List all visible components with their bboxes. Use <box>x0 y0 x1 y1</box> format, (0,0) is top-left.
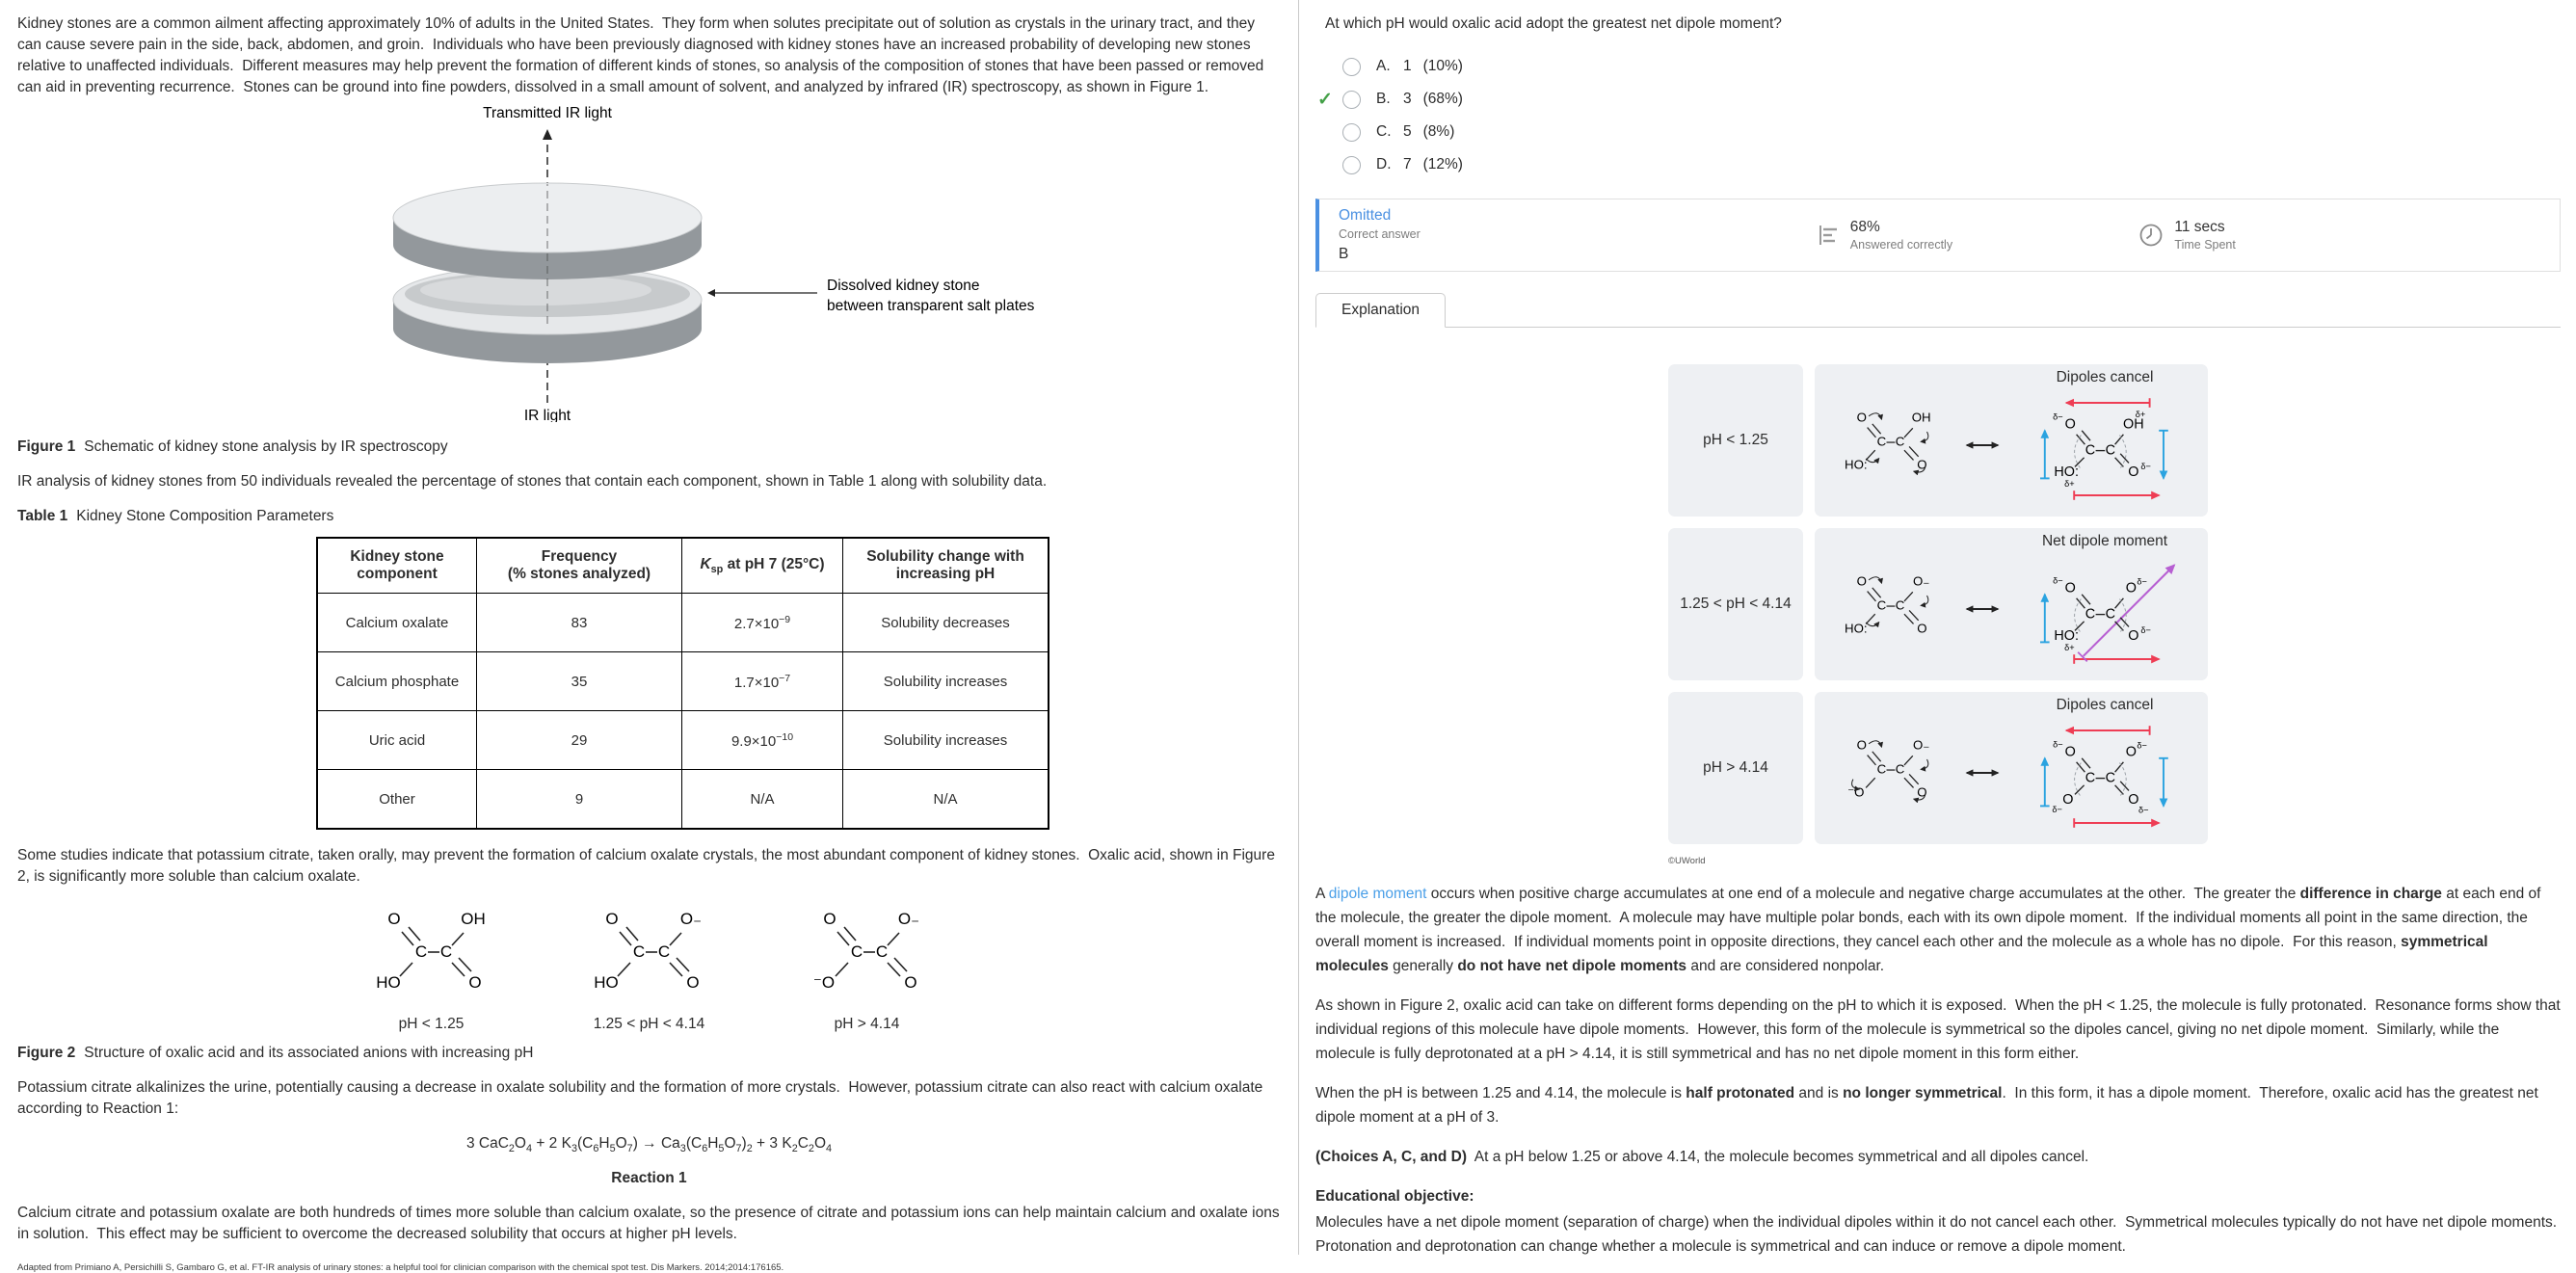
svg-text:C: C <box>2105 770 2116 786</box>
choice-value: 3 <box>1403 91 1412 107</box>
svg-text:δ+: δ+ <box>2135 410 2146 420</box>
svg-text:C: C <box>1895 434 1905 449</box>
table1 <box>316 537 1049 830</box>
resonance-structure-left <box>1820 563 1955 655</box>
copyright-label: ©UWorld <box>1668 856 1706 866</box>
figure2-diagram <box>17 895 1281 1033</box>
svg-text:O: O <box>2125 744 2138 760</box>
clock-icon <box>2138 222 2164 249</box>
svg-text:δ+: δ+ <box>2064 479 2075 490</box>
radio-button[interactable] <box>1342 123 1361 142</box>
figure1-svg <box>143 102 1058 422</box>
svg-text:C: C <box>1876 761 1887 777</box>
table-row <box>317 711 1049 770</box>
figure-row-ph-mid <box>1668 528 2208 680</box>
svg-text:C: C <box>1895 761 1905 777</box>
status-badge: Omitted <box>1339 207 1392 224</box>
answer-choices <box>1317 50 2561 181</box>
table1-caption-tag: Table 1 <box>17 508 68 524</box>
figure1-caption <box>17 437 1281 458</box>
answered-correctly-label: Answered correctly <box>1849 238 1953 252</box>
svg-text:δ−: δ− <box>2053 575 2063 586</box>
svg-text:O₋: O₋ <box>1912 573 1930 589</box>
table-cell: Solubility increases <box>843 711 1049 770</box>
svg-text:OH: OH <box>1911 410 1931 425</box>
citation: Adapted from Primiano A, Persichilli S, Gambaro G, et al. FT-IR analysis of urinary stones: a helpful tool for clinician comparison with the chemical spot test. Dis Markers. 2014;2014:176165. <box>17 1262 784 1273</box>
choice-percentage: (68%) <box>1422 91 1463 107</box>
choice-letter: B. <box>1376 91 1391 107</box>
figure2-caption-text: Structure of oxalic acid and its associated anions with increasing pH <box>84 1045 534 1061</box>
choice-value: 1 <box>1403 58 1412 74</box>
explanation-paragraph-3: When the pH is between 1.25 and 4.14, the molecule is half protonated and is no longer symmetrical. In this form, it has a dipole moment. Therefore, oxalic acid has the greatest net dipole moment at a pH of 3. <box>1315 1085 2543 1126</box>
passage-paragraph-3: Some studies indicate that potassium citrate, taken orally, may prevent the formation of calcium oxalate crystals, the most abundant component of kidney stones. Oxalic acid, shown in Figure 2, is significantly more soluble than calcium oxalate. <box>17 847 1280 885</box>
figure1-caption-tag: Figure 1 <box>17 438 76 455</box>
svg-text:O₋: O₋ <box>679 910 702 928</box>
svg-text:C: C <box>1876 597 1887 613</box>
choice-letter: A. <box>1376 58 1391 74</box>
table1-header-frequency: Frequency (% stones analyzed) <box>477 538 682 594</box>
svg-text:O: O <box>2128 628 2139 644</box>
svg-text:O: O <box>386 910 401 928</box>
svg-text:δ−: δ− <box>2137 576 2147 587</box>
table-cell: Solubility decreases <box>843 594 1049 652</box>
question-text: At which pH would oxalic acid adopt the greatest net dipole moment? <box>1325 15 1782 32</box>
table-cell: N/A <box>843 770 1049 830</box>
ph-range-label: pH > 4.14 <box>1668 692 1803 844</box>
correct-answer-label: Correct answer <box>1339 227 1421 241</box>
check-icon: ✓ <box>1317 89 1333 110</box>
table-row <box>317 770 1049 830</box>
svg-text:OH: OH <box>2123 416 2144 433</box>
svg-text:O: O <box>2062 792 2074 808</box>
dipole-structure-right <box>2009 550 2202 668</box>
svg-text:HO:: HO: <box>1845 457 1868 472</box>
svg-text:C: C <box>875 942 888 961</box>
radio-button[interactable] <box>1342 91 1361 109</box>
choice-a[interactable] <box>1317 50 2561 83</box>
ph-range-label: pH > 4.14 <box>834 1016 900 1032</box>
oxalic-acid-structure <box>350 895 514 1033</box>
ph-range-label: 1.25 < pH < 4.14 <box>1668 528 1803 680</box>
ph-range-label: pH < 1.25 <box>398 1016 465 1032</box>
oxalate-structure <box>785 895 949 1033</box>
svg-text:δ−: δ− <box>2138 805 2149 815</box>
figure1-caption-text: Schematic of kidney stone analysis by IR spectroscopy <box>84 438 448 455</box>
svg-text:O: O <box>685 973 700 992</box>
question-panel <box>1300 0 2576 1255</box>
figure-row-ph-low <box>1668 364 2208 517</box>
passage-paragraph-5: Calcium citrate and potassium oxalate are both hundreds of times more soluble than calcium oxalate, so the presence of citrate and potassium ions can help maintain calcium and oxalate ions in solution. This effect may be sufficient to overcome the decreased solubility that occurs at higher pH levels. <box>17 1205 1284 1243</box>
radio-button[interactable] <box>1342 156 1361 174</box>
resonance-structure-left <box>1820 399 1955 491</box>
resonance-arrow-icon <box>1961 438 2004 452</box>
table-cell: $9.9\times 10^{-10}$ <box>682 711 843 770</box>
choice-b[interactable] <box>1317 83 2561 116</box>
svg-text:δ−: δ− <box>2053 739 2063 750</box>
dipole-structure-right <box>2009 714 2202 832</box>
explanation-figure <box>1668 364 2208 866</box>
ph-range-label: pH < 1.25 <box>1668 364 1803 517</box>
svg-text:O: O <box>604 910 619 928</box>
time-spent-block <box>2138 219 2560 252</box>
passage-paragraph-2: IR analysis of kidney stones from 50 individuals revealed the percentage of stones that contain each component, shown in Table 1 along with solubility data. <box>17 473 1048 490</box>
table-cell: 29 <box>477 711 682 770</box>
svg-text:HO: HO <box>593 973 619 992</box>
svg-text:HO:: HO: <box>1845 621 1868 636</box>
svg-text:O: O <box>2064 580 2076 597</box>
svg-text:δ−: δ− <box>2052 804 2062 814</box>
figure2-caption-tag: Figure 2 <box>17 1045 76 1061</box>
svg-text:δ−: δ− <box>2140 624 2151 635</box>
svg-text:C: C <box>632 942 645 961</box>
svg-text:O: O <box>1856 410 1867 425</box>
explanation-paragraph-1: A dipole moment occurs when positive charge accumulates at one end of a molecule and negative charge accumulates at the other. The greater the difference in charge at each end of the molecule, the greater the dipole moment. A molecule may have multiple polar bonds, each with its own dipole moment. If the individual moments all point in the same direction, the overall moment is increased. If individual moments point in opposite directions, they cancel each other and the molecule as a whole has no dipole. For this reason, symmetrical molecules generally do not have net dipole moments and are considered nonpolar. <box>1315 886 2545 974</box>
svg-text:HO: HO <box>375 973 401 992</box>
radio-button[interactable] <box>1342 58 1361 76</box>
time-spent-label: Time Spent <box>2174 238 2236 252</box>
table1-caption-text: Kidney Stone Composition Parameters <box>76 508 334 524</box>
bar-chart-icon <box>1816 223 1841 248</box>
choice-percentage: (10%) <box>1422 58 1463 74</box>
svg-text:O: O <box>2064 744 2076 760</box>
dipole-caption: Net dipole moment <box>2041 533 2168 549</box>
choice-percentage: (8%) <box>1422 123 1455 140</box>
svg-text:O: O <box>1917 457 1927 472</box>
svg-text:⁻O: ⁻O <box>812 973 835 992</box>
table-cell: Uric acid <box>317 711 477 770</box>
figure1-diagram <box>143 102 1281 427</box>
explanation-choices-note: (Choices A, C, and D) At a pH below 1.25 or above 4.14, the molecule becomes symmetrical and all dipoles cancel. <box>1315 1149 2089 1165</box>
resonance-arrow-icon <box>1961 766 2004 780</box>
tab-explanation[interactable]: Explanation <box>1315 293 1446 328</box>
result-status-block <box>1319 207 1816 263</box>
answered-correctly-pct: 68% <box>1849 219 1880 235</box>
educational-objective-heading: Educational objective: <box>1315 1188 1474 1205</box>
svg-text:HO:: HO: <box>2054 628 2079 644</box>
svg-text:O: O <box>1856 737 1867 753</box>
svg-text:δ−: δ− <box>2137 740 2147 751</box>
svg-text:O: O <box>2128 792 2139 808</box>
svg-text:OH: OH <box>460 910 486 928</box>
passage-paragraph-1: Kidney stones are a common ailment affecting approximately 10% of adults in the United States. They form when solutes precipitate out of solution as crystals in the urinary tract, and they can cause severe pain in the side, back, abdomen, and groin. Individuals who have been previously diagnosed with kidney stones have an increased probability of developing new stones relative to unaffected individuals. Different measures may help prevent the formation of different kinds of stones, so analysis of the composition of stones that have been passed or removed can aid in preventing recurrence. Stones can be ground into fine powders, dissolved in a small amount of solvent, and analyzed by infrared (IR) spectroscopy, as shown in Figure 1. <box>17 15 1268 95</box>
svg-text:C: C <box>2105 606 2116 623</box>
svg-text:O: O <box>2125 580 2138 597</box>
choice-c[interactable] <box>1317 116 2561 148</box>
figure1-sample-label-2: between transparent salt plates <box>827 298 1035 314</box>
ph-range-label: 1.25 < pH < 4.14 <box>593 1016 705 1032</box>
svg-text:C: C <box>657 942 670 961</box>
choice-letter: C. <box>1376 123 1392 140</box>
svg-text:δ+: δ+ <box>2064 643 2075 653</box>
svg-text:C: C <box>414 942 427 961</box>
table1-header-solubility: Solubility change with increasing pH <box>843 538 1049 594</box>
svg-text:C: C <box>2085 606 2096 623</box>
choice-letter: D. <box>1376 156 1392 172</box>
svg-text:C: C <box>2085 442 2096 459</box>
svg-text:O: O <box>1856 573 1867 589</box>
svg-text:C: C <box>439 942 452 961</box>
hydrogen-oxalate-structure <box>568 895 731 1033</box>
table-cell: 9 <box>477 770 682 830</box>
table-cell: Calcium oxalate <box>317 594 477 652</box>
table-cell: N/A <box>682 770 843 830</box>
choice-percentage: (12%) <box>1422 156 1463 172</box>
table-cell: 35 <box>477 652 682 711</box>
resonance-structure-left <box>1820 727 1955 819</box>
table1-header-component: Kidney stone component <box>317 538 477 594</box>
educational-objective-body: Molecules have a net dipole moment (separation of charge) when the individual dipoles within it do not cancel each other. Symmetrical molecules typically do not have net dipole moments. Protonation and deprotonation can change whether a molecule is symmetrical and can induce or remove a dipole moment. <box>1315 1214 2565 1255</box>
choice-value: 7 <box>1403 156 1412 172</box>
choice-d[interactable] <box>1317 148 2561 181</box>
table-cell: $2.7\times 10^{-9}$ <box>682 594 843 652</box>
table-cell: $1.7\times 10^{-7}$ <box>682 652 843 711</box>
svg-text:HO:: HO: <box>2054 464 2079 480</box>
table-cell: Other <box>317 770 477 830</box>
figure1-sample-label-1: Dissolved kidney stone <box>827 278 980 294</box>
reaction-equation: 3 $CaC_2O_4 + 2$ $K_3(C_6H_5O_7) \to Ca_3(C_6H_5O_7)_2 + 3$ $K_2C_2O_4$ <box>465 1135 833 1155</box>
correct-answer-value: B <box>1339 246 1349 262</box>
result-stats-card <box>1315 199 2561 272</box>
tab-bar <box>1315 291 2561 328</box>
svg-text:O: O <box>1917 784 1927 800</box>
table-cell: Solubility increases <box>843 652 1049 711</box>
figure-row-ph-high <box>1668 692 2208 844</box>
svg-text:C: C <box>850 942 863 961</box>
choice-value: 5 <box>1403 123 1412 140</box>
figure1-bottom-label: IR light <box>523 408 571 422</box>
svg-text:O: O <box>2064 416 2076 433</box>
figure1-top-label: Transmitted IR light <box>483 105 612 121</box>
table1-header-ksp: $K_{sp}$ at pH 7 (25°C) <box>682 538 843 594</box>
svg-text:⁻O: ⁻O <box>1847 784 1865 800</box>
dipole-caption: Dipoles cancel <box>2056 697 2154 713</box>
svg-text:O: O <box>2128 464 2139 480</box>
svg-text:C: C <box>1895 597 1905 613</box>
resonance-arrow-icon <box>1961 602 2004 616</box>
reaction-label: Reaction 1 <box>611 1170 687 1187</box>
svg-text:O: O <box>822 910 837 928</box>
answered-correctly-block <box>1816 219 2138 252</box>
explanation-paragraph-2: As shown in Figure 2, oxalic acid can take on different forms depending on the pH to which it is exposed. When the pH < 1.25, the molecule is fully protonated. Resonance forms show that individual regions of this molecule have dipole moments. However, this form of the molecule is symmetrical so the dipoles cancel, giving no net dipole moment. Similarly, while the molecule is fully deprotonated at a pH > 4.14, it is still symmetrical and has no net dipole moment in this form either. <box>1315 997 2564 1062</box>
passage-paragraph-4: Potassium citrate alkalinizes the urine, potentially causing a decrease in oxalate solubility and the formation of more crystals. However, potassium citrate can also react with calcium oxalate according to Reaction 1: <box>17 1079 1267 1117</box>
table-cell: Calcium phosphate <box>317 652 477 711</box>
svg-text:O: O <box>467 973 482 992</box>
dipole-structure-right <box>2009 386 2202 504</box>
svg-text:C: C <box>2085 770 2096 786</box>
svg-text:C: C <box>1876 434 1887 449</box>
svg-text:δ−: δ− <box>2140 461 2151 471</box>
table1-caption <box>17 508 1281 525</box>
figure2-caption <box>17 1043 1281 1064</box>
svg-text:O: O <box>1917 621 1927 636</box>
svg-text:O: O <box>903 973 917 992</box>
table-cell: 83 <box>477 594 682 652</box>
svg-text:C: C <box>2105 442 2116 459</box>
dipole-caption: Dipoles cancel <box>2056 369 2154 385</box>
svg-text:δ−: δ− <box>2053 411 2063 422</box>
svg-text:O₋: O₋ <box>1912 737 1930 753</box>
time-spent-value: 11 secs <box>2174 219 2225 235</box>
table-row <box>317 594 1049 652</box>
table-row <box>317 652 1049 711</box>
svg-text:O₋: O₋ <box>897 910 919 928</box>
